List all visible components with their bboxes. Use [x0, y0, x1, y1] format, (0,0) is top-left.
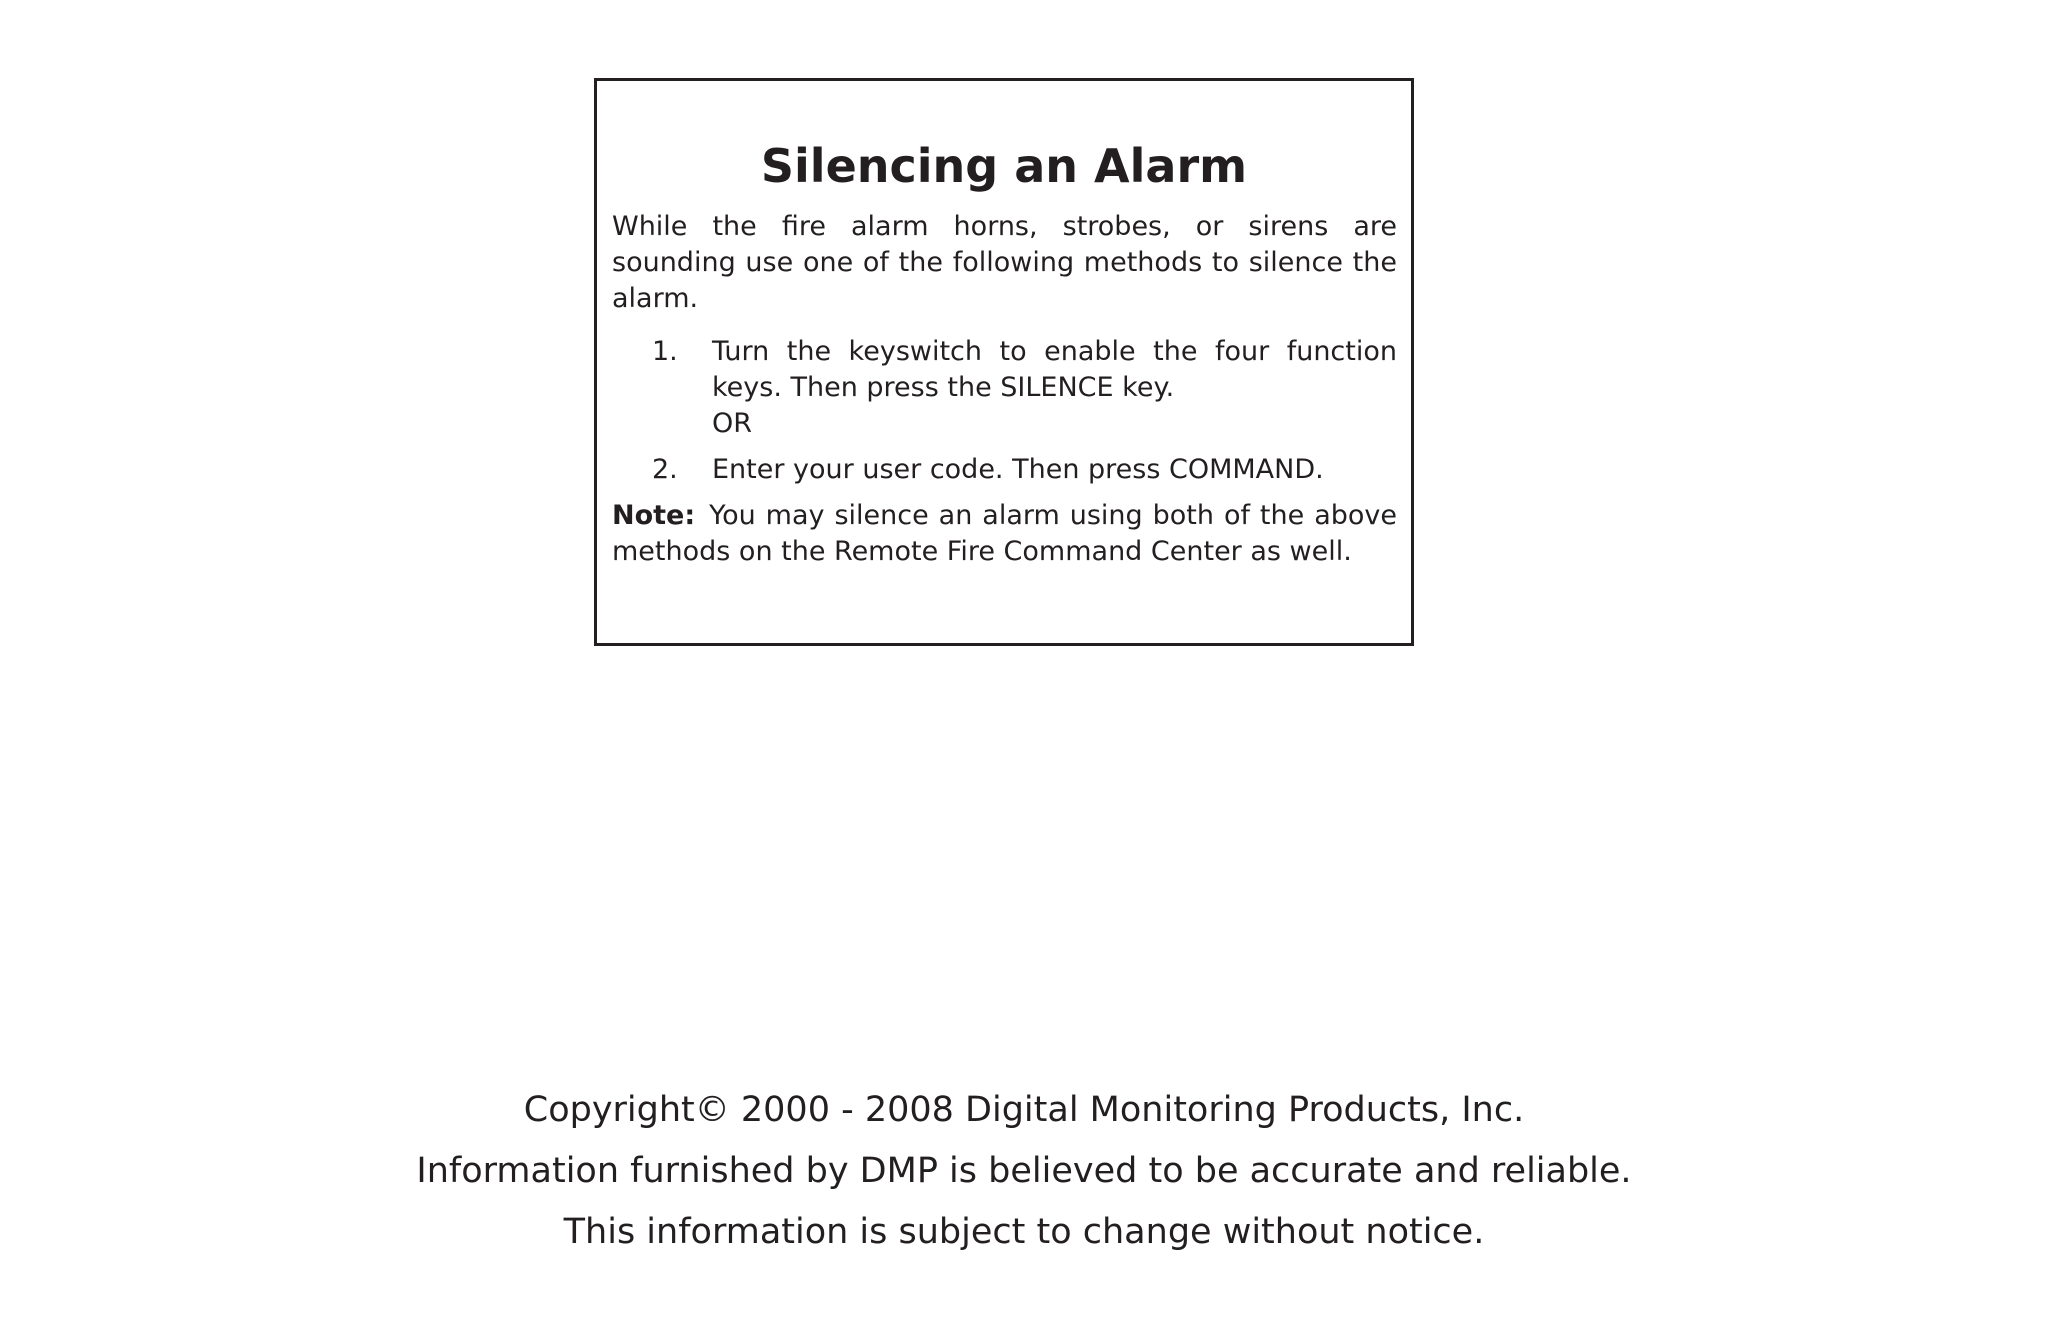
copyright-footer — [0, 1080, 2048, 1263]
step-number: 1. — [652, 336, 678, 367]
step-number: 2. — [652, 454, 678, 485]
step-text: Turn the keyswitch to enable the four function keys. Then press the SILENCE key. — [712, 336, 1397, 403]
note-label: Note: — [612, 500, 696, 531]
page-title: Silencing an Alarm — [760, 139, 1248, 193]
list-item — [612, 334, 1397, 442]
instruction-box — [594, 78, 1414, 646]
list-item — [612, 452, 1397, 488]
note-text: You may silence an alarm using both of the above methods on the Remote Fire Command Center as well. — [612, 500, 1397, 567]
copyright-line: Copyright© 2000 - 2008 Digital Monitoring Products, Inc. — [523, 1090, 1525, 1130]
disclaimer-line: Information furnished by DMP is believed to be accurate and reliable. — [416, 1151, 1632, 1191]
instruction-content — [612, 209, 1397, 570]
change-notice-line: This information is subject to change without notice. — [563, 1212, 1485, 1252]
intro-paragraph: While the fire alarm horns, strobes, or sirens are sounding use one of the following methods to silence the alarm. — [612, 211, 1397, 314]
step-or-label: OR — [712, 408, 753, 439]
note-paragraph — [612, 498, 1397, 570]
step-text: Enter your user code. Then press COMMAND. — [712, 454, 1324, 485]
steps-list — [612, 334, 1397, 488]
